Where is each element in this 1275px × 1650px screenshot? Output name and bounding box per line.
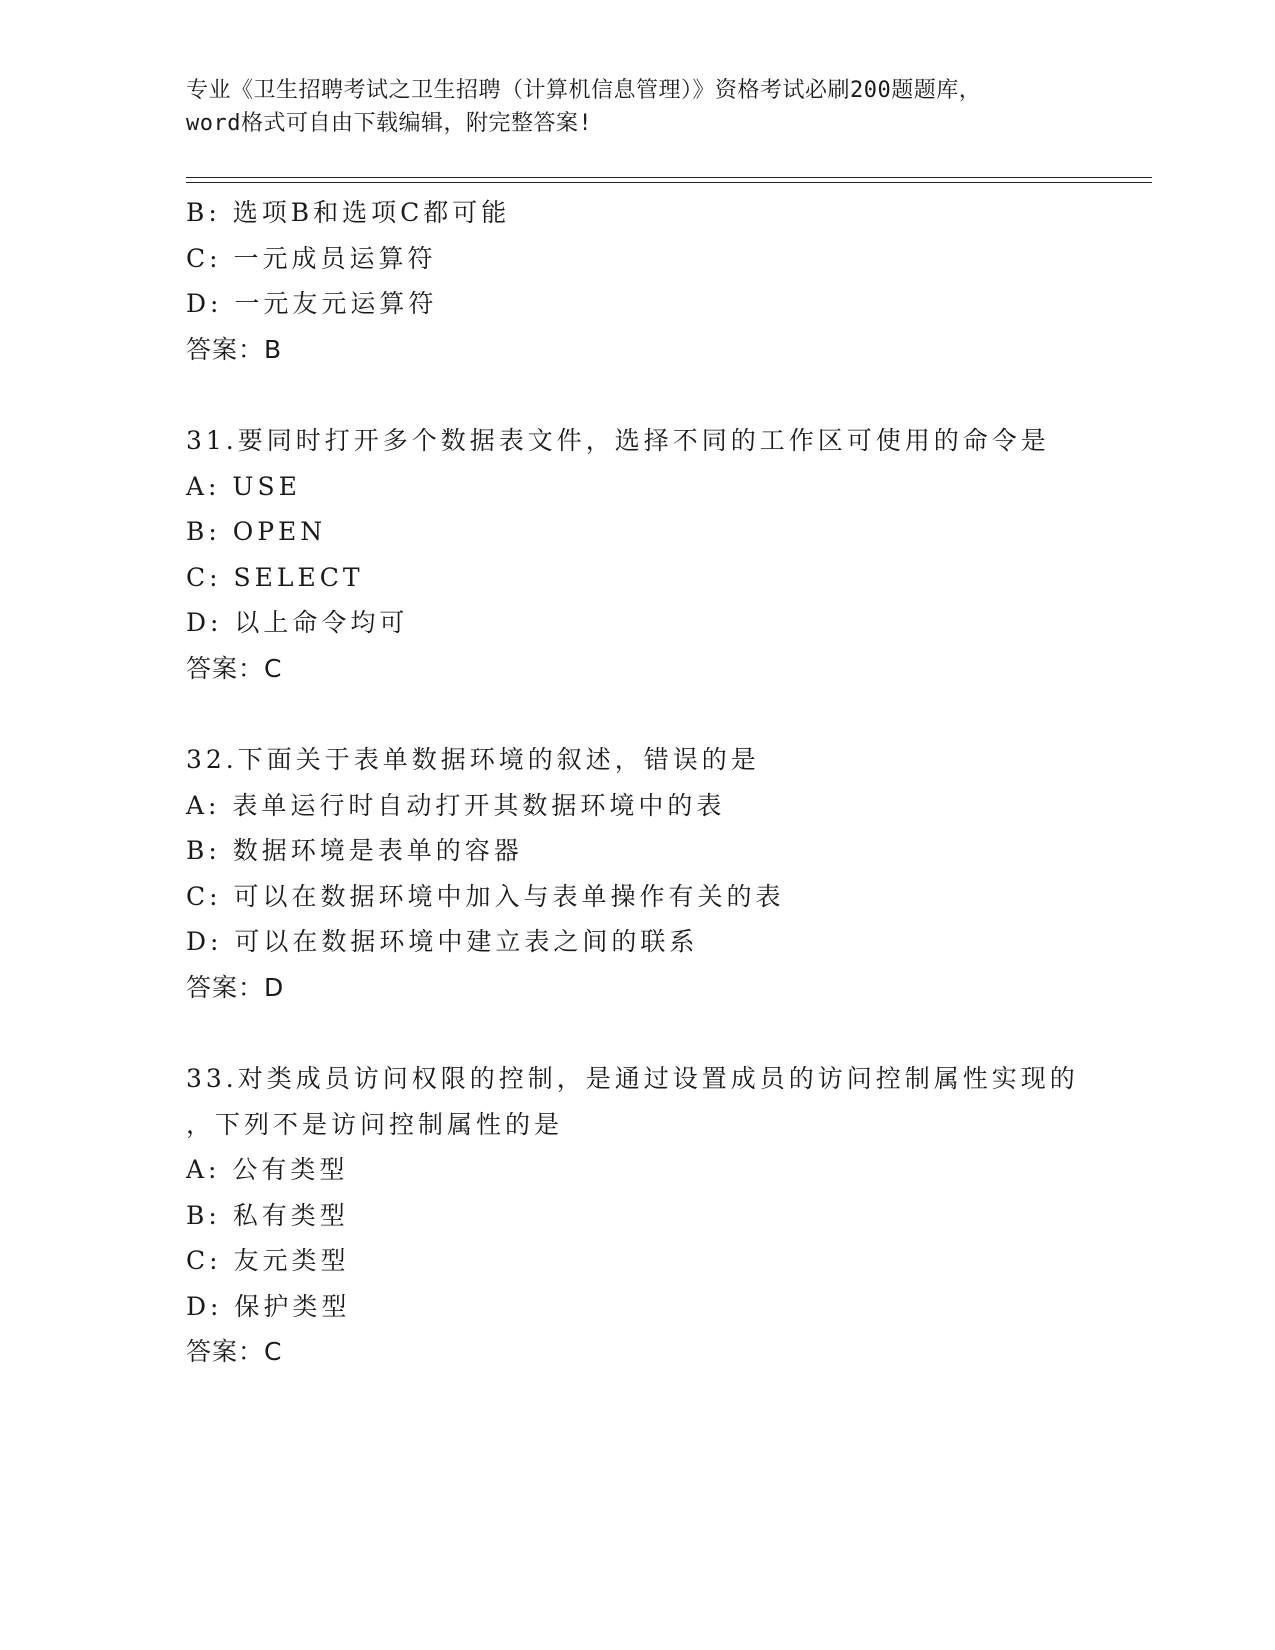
document-header [186,74,1086,140]
question-text-line-2: ，下列不是访问控制属性的是 [186,1109,564,1139]
answer-line: 答案：C [186,653,283,683]
option-a: A: 公有类型 [186,1155,349,1184]
option-d: D: 以上命令均可 [186,608,409,637]
option-a: A: 表单运行时自动打开其数据环境中的表 [186,790,726,820]
option-b: B: OPEN [186,517,327,546]
question-spacer [186,372,1146,418]
question-text: 32.下面关于表单数据环境的叙述，错误的是 [186,745,760,774]
question-spacer [186,1010,1146,1056]
question-text: 31.要同时打开多个数据表文件，选择不同的工作区可使用的命令是 [186,426,1050,455]
header-line-1: 专业《卫生招聘考试之卫生招聘（计算机信息管理）》资格考试必刷200题题库， [186,78,982,103]
question-text-line-1: 33.对类成员访问权限的控制，是通过设置成员的访问控制属性实现的 [186,1064,1079,1093]
option-b: B: 选项B和选项C都可能 [186,198,511,227]
option-a: A: USE [186,471,301,501]
prev-question-block [186,190,1146,372]
question-spacer [186,691,1146,737]
option-b: B: 数据环境是表单的容器 [186,836,523,865]
header-divider-top [186,177,1152,178]
question-32 [186,737,1146,1010]
option-c: C: 友元类型 [186,1246,350,1275]
answer-line: 答案：B [186,334,283,364]
question-33 [186,1056,1146,1375]
option-d: D: 可以在数据环境中建立表之间的联系 [186,927,699,956]
option-c: C: 一元成员运算符 [186,243,437,273]
option-b: B: 私有类型 [186,1200,349,1230]
option-d: D: 保护类型 [186,1291,351,1321]
option-c: C: 可以在数据环境中加入与表单操作有关的表 [186,881,785,911]
question-content [186,190,1146,1375]
header-divider-bottom [186,182,1152,183]
question-31 [186,418,1146,691]
answer-line: 答案：D [186,972,285,1002]
option-d: D: 一元友元运算符 [186,289,438,318]
header-line-2: word格式可自由下载编辑，附完整答案! [186,111,593,136]
answer-line: 答案：C [186,1337,283,1366]
option-c: C: SELECT [186,562,364,592]
